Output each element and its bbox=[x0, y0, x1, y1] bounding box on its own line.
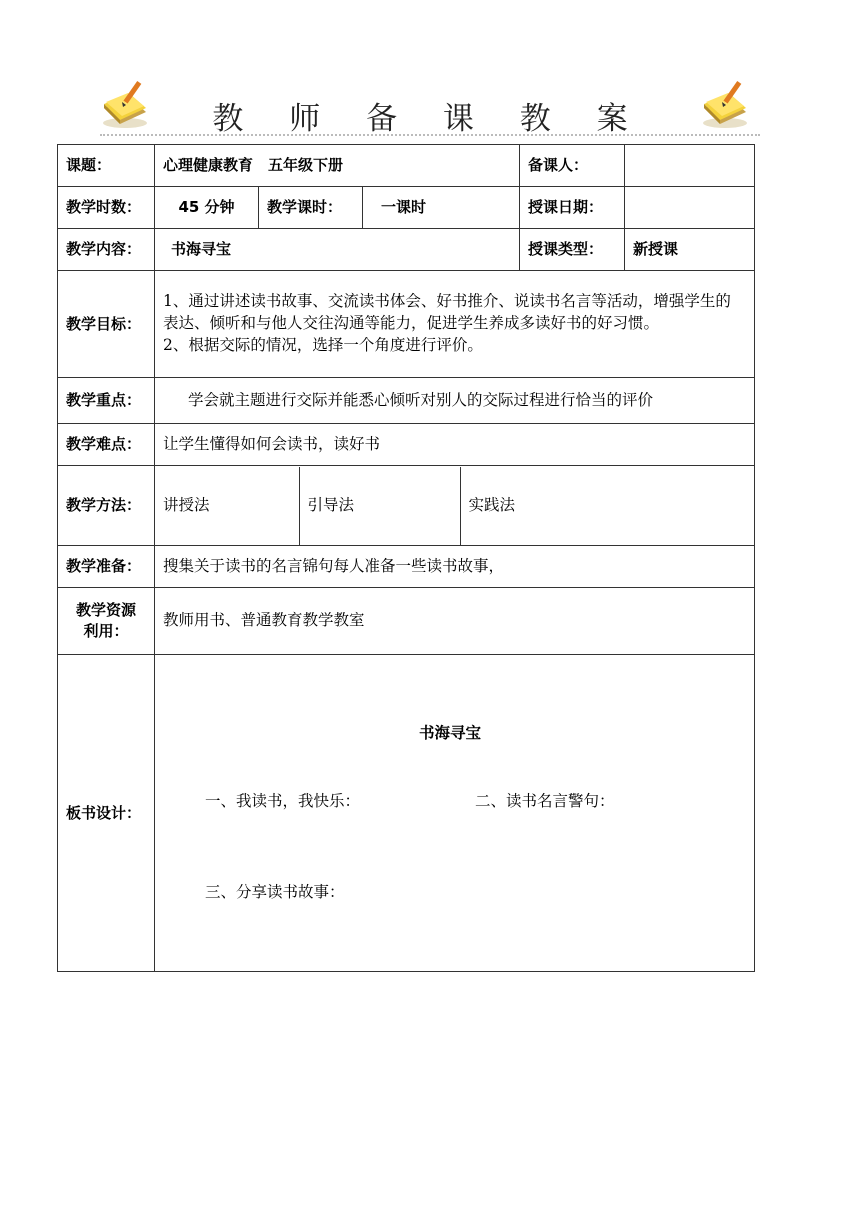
dotted-divider bbox=[100, 134, 760, 136]
type-label: 授课类型： bbox=[520, 229, 625, 271]
row-topic bbox=[58, 145, 755, 187]
board-cell bbox=[155, 655, 755, 972]
board-item-1: 一、我读书，我快乐： bbox=[205, 792, 361, 810]
difficulty-label: 教学难点： bbox=[58, 424, 155, 466]
content-label: 教学内容： bbox=[58, 229, 155, 271]
row-difficulty bbox=[58, 424, 755, 466]
date-label: 授课日期： bbox=[520, 187, 625, 229]
method-item: 实践法 bbox=[468, 495, 516, 514]
goal-label: 教学目标： bbox=[58, 271, 155, 378]
type-value: 新授课 bbox=[625, 229, 755, 271]
resource-value: 教师用书、普通教育教学教室 bbox=[155, 588, 755, 655]
row-duration bbox=[58, 187, 755, 229]
method-subtable bbox=[155, 467, 754, 545]
method-item: 讲授法 bbox=[155, 467, 299, 545]
prep-label: 教学准备： bbox=[58, 546, 155, 588]
board-item-2: 二、读书名言警句： bbox=[475, 792, 615, 810]
board-item-3: 三、分享读书故事： bbox=[205, 883, 345, 901]
board-label: 板书设计： bbox=[58, 655, 155, 972]
board-title: 书海寻宝 bbox=[419, 724, 482, 742]
method-item: 引导法 bbox=[299, 467, 460, 545]
row-board bbox=[58, 655, 755, 972]
duration-value: 45 分钟 bbox=[155, 187, 259, 229]
resource-label bbox=[58, 588, 155, 655]
resource-label-line-2: 利用： bbox=[83, 622, 129, 640]
row-prep bbox=[58, 546, 755, 588]
goal-value bbox=[155, 271, 755, 378]
row-method bbox=[58, 466, 755, 546]
content-value: 书海寻宝 bbox=[155, 229, 520, 271]
resource-label-line-1: 教学资源 bbox=[75, 601, 136, 619]
row-content bbox=[58, 229, 755, 271]
row-goal bbox=[58, 271, 755, 378]
topic-value: 心理健康教育 五年级下册 bbox=[155, 145, 520, 187]
row-resource bbox=[58, 588, 755, 655]
page-header bbox=[0, 0, 860, 145]
topic-label: 课题： bbox=[58, 145, 155, 187]
goal-line-1: 1、通过讲述读书故事、交流读书体会、好书推介、说读书名言等活动，增强学生的表达、倾听和与他人交往沟通等能力，促进学生养成多读好书的好习惯。 bbox=[163, 292, 731, 333]
date-value bbox=[625, 187, 755, 229]
preparer-label: 备课人： bbox=[520, 145, 625, 187]
goal-line-2: 2、根据交际的情况，选择一个角度进行评价。 bbox=[163, 335, 483, 354]
preparer-value bbox=[625, 145, 755, 187]
key-value: 学会就主题进行交际并能悉心倾听对别人的交际过程进行恰当的评价 bbox=[155, 378, 755, 424]
difficulty-value: 让学生懂得如何会读书，读好书 bbox=[155, 424, 755, 466]
prep-value: 搜集关于读书的名言锦句每人准备一些读书故事， bbox=[155, 546, 755, 588]
duration-label: 教学时数： bbox=[58, 187, 155, 229]
board-design bbox=[155, 655, 754, 970]
period-label: 教学课时： bbox=[259, 187, 363, 229]
page-title: 教 师 备 课 教 案 bbox=[212, 101, 646, 137]
row-key bbox=[58, 378, 755, 424]
method-cell bbox=[155, 466, 755, 546]
key-label: 教学重点： bbox=[58, 378, 155, 424]
method-label: 教学方法： bbox=[58, 466, 155, 546]
lesson-plan-table bbox=[57, 144, 755, 972]
period-value: 一课时 bbox=[363, 187, 520, 229]
